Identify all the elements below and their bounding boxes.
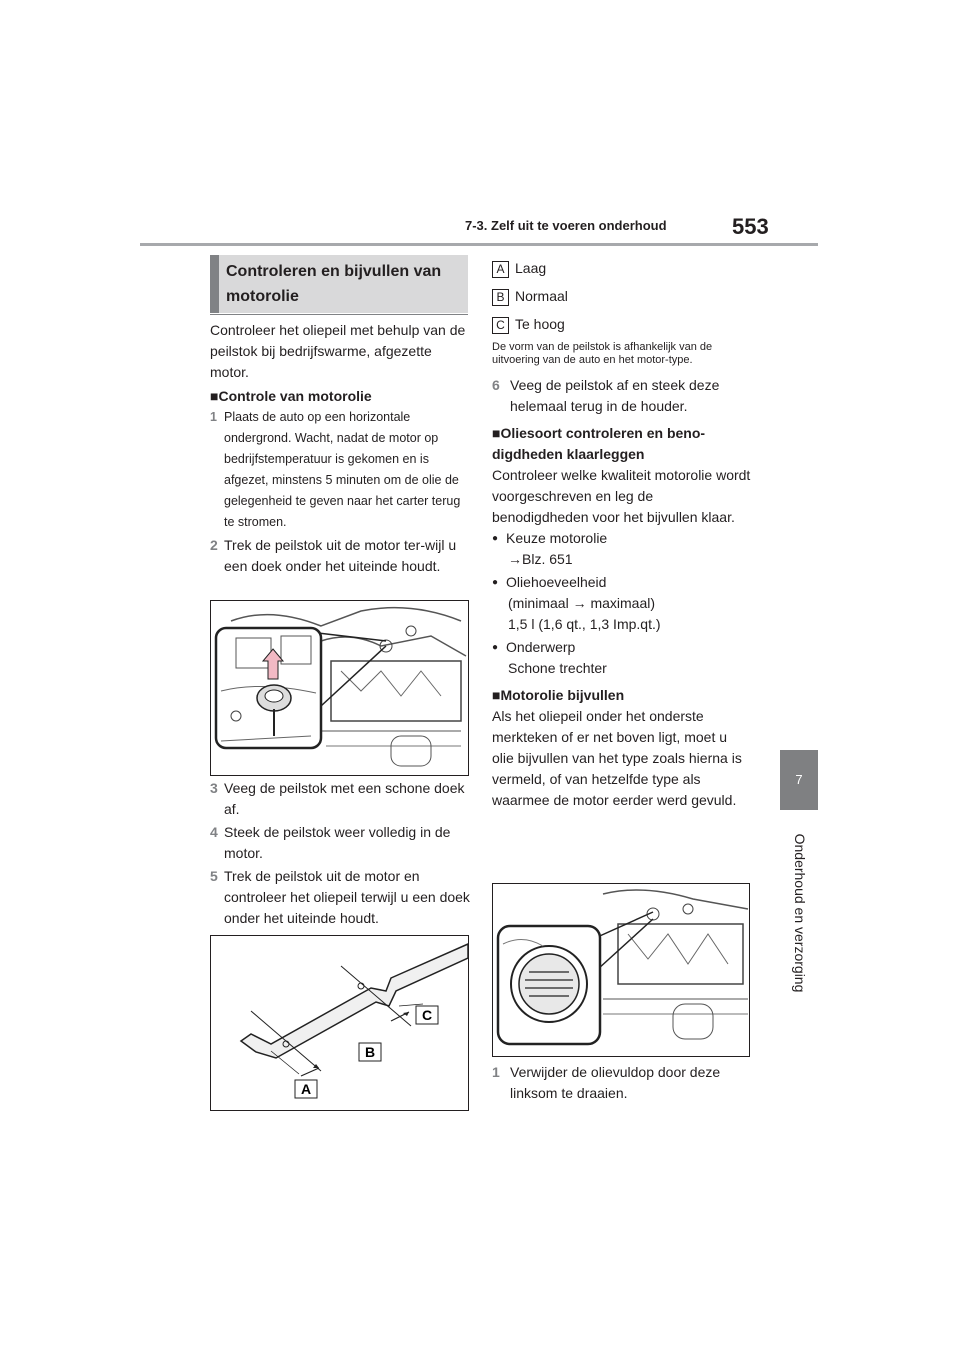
engine-bay-illustration bbox=[211, 601, 468, 775]
oil-type-text: Controleer welke kwaliteit motorolie wordt voorgeschreven en leg de benodigdheden voor het bijvullen klaar. bbox=[492, 467, 751, 525]
square-bullet-icon: ■ bbox=[492, 687, 501, 703]
bullet-oil-choice: ● Keuze motorolie →Blz. 651 bbox=[492, 528, 752, 570]
level-b: B Normaal bbox=[492, 286, 752, 307]
dipstick-illustration bbox=[211, 936, 468, 1110]
intro-text: Controleer het oliepeil met behulp van de peilstok bij bedrijfswarme, afgezette motor. bbox=[210, 322, 466, 380]
oil-cap-illustration bbox=[493, 884, 749, 1056]
label-a: A bbox=[300, 1081, 312, 1097]
bullet-item: ● Onderwerp Schone trechter bbox=[492, 637, 752, 679]
heading-accent bbox=[210, 255, 219, 313]
left-column-bottom bbox=[210, 778, 470, 929]
chapter-title: Onderhoud en verzorging bbox=[792, 833, 808, 993]
oil-filler-cap-figure bbox=[492, 883, 750, 1057]
subheading-add-oil: ■Motorolie bijvullen bbox=[492, 687, 625, 703]
step-4: 4 Steek de peilstok weer volledig in de motor. bbox=[210, 824, 451, 861]
step-2: 2 Trek de peilstok uit de motor ter-wijl u een doek onder het uiteinde houdt. bbox=[210, 537, 457, 574]
right-column-bottom bbox=[492, 1062, 752, 1104]
engine-dipstick-figure bbox=[210, 600, 469, 776]
step-5: 5 Trek de peilstok uit de motor en controleer het oliepeil terwijl u een doek onder het uiteinde houdt. bbox=[210, 868, 470, 926]
chapter-tab: 7 bbox=[780, 750, 818, 810]
heading-rule bbox=[210, 314, 468, 315]
label-b: B bbox=[364, 1044, 376, 1060]
step-remove-cap: 1 Verwijder de olievuldop door deze linksom te draaien. bbox=[492, 1064, 721, 1101]
level-a: A Laag bbox=[492, 258, 752, 279]
dipstick-levels-figure bbox=[210, 935, 469, 1111]
dipstick-note: De vorm van de peilstok is afhankelijk van de uitvoering van de auto en het motor-type. bbox=[492, 341, 713, 366]
step-3: 3 Veeg de peilstok met een schone doek af. bbox=[210, 780, 465, 817]
header-rule bbox=[140, 243, 818, 246]
left-column-top bbox=[210, 320, 470, 577]
square-bullet-icon: ■ bbox=[210, 388, 219, 404]
section-heading bbox=[210, 255, 468, 313]
label-c: C bbox=[421, 1007, 433, 1023]
add-oil-text: Als het oliepeil onder het onderste merkteken of er net boven ligt, moet u olie bijvullen van het type zoals hierna is vermeld, of van hetzelfde type als waarmee de motor eerder werd gevuld. bbox=[492, 708, 742, 808]
level-c: C Te hoog bbox=[492, 314, 752, 335]
subheading-check-oil: ■Controle van motorolie bbox=[210, 388, 372, 404]
right-column-top bbox=[492, 258, 752, 811]
bullet-oil-quantity: ● Oliehoeveelheid (minimaal → maximaal) 1,5 l (1,6 qt., 1,3 Imp.qt.) bbox=[492, 572, 752, 635]
step-1: 1 Plaats de auto op een horizontale ondergrond. Wacht, nadat de motor op bedrijfstemperatuur is gekomen en is afgezet, minstens 5 minuten om de olie de gelegenheid te geven naar het carter terug te stromen. bbox=[210, 410, 461, 529]
section-title: 7-3. Zelf uit te voeren onderhoud bbox=[465, 218, 667, 233]
heading-text: Controleren en bijvullen van motorolie bbox=[226, 263, 442, 305]
subheading-oil-type: ■Oliesoort controleren en beno-digdheden klaarleggen bbox=[492, 425, 706, 462]
step-6: 6 Veeg de peilstok af en steek deze helemaal terug in de houder. bbox=[492, 377, 720, 414]
page-number: 553 bbox=[732, 214, 769, 239]
square-bullet-icon: ■ bbox=[492, 425, 501, 441]
